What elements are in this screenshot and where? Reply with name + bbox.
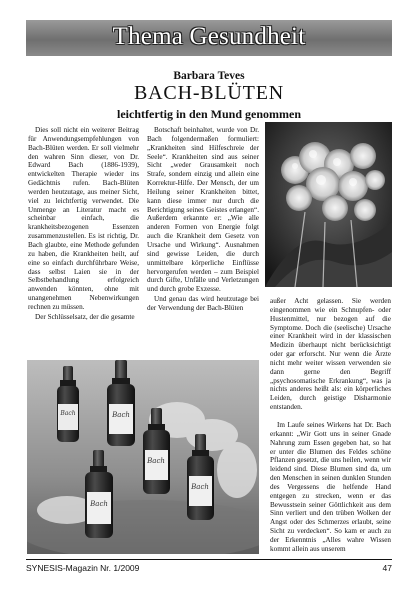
paragraph: außer Acht gelassen. Sie werden eingenommen wie ein Schnupfen- oder Hustenmittel, nur bezogen auf die Symptome. Doch die (seelische) Ursache einer Krankheit wird in der klassischen Medizin überhaupt nicht berücksichtigt oder gar erforscht. Nur wenn die Ärzte nicht mehr weiter wissen verwenden sie dann gerne den Begriff „psychosomatische Erkrankung“, was ja nichts anderes heißt als: ein körperliches Leiden, durch geistige Disharmonie entstanden. <box>270 297 391 412</box>
text-column-3 <box>270 297 391 412</box>
text-column-3-lower <box>270 421 391 554</box>
paragraph: Und genau das wird heutzutage bei der Verwendung der Bach-Blüten <box>147 295 259 312</box>
flower-photo <box>265 122 392 287</box>
paragraph: Botschaft beinhaltet, wurde von Dr. Bach folgendermaßen formuliert: „Krankheiten sind Hilfeschreie der Seele“. Krankheiten sind aus seiner Sicht „weder Grausamkeit noch Strafe, sondern einzig und allein eine Korrektur-Hilfe. Der Mensch, der um Heilung seiner Krankheiten bittet, kann diese immer nur durch die Berichtigung seines Geistes erlangen“. Außerdem erkannte er: „Wie alle anderen Formen von Energie folgt auch die Krankheit dem Gesetz von Ursache und Wirkung“. Ausnahmen sind gewisse Leiden, die durch unmittelbare körperliche Einflüsse hervorgerufen werden – zum Beispiel durch Gifte, Unfälle und Verletzungen und durch grobe Exzesse. <box>147 126 259 294</box>
footer-magazine: SYNESIS-Magazin Nr. 1/2009 <box>26 563 140 573</box>
text-column-2 <box>147 126 259 313</box>
article-title: BACH-BLÜTEN <box>134 82 284 104</box>
paragraph: Der Schlüsselsatz, der die gesamte <box>35 312 135 321</box>
page-number: 47 <box>382 563 392 573</box>
bottle-5-label: Bach <box>191 483 209 491</box>
paragraph: Dies soll nicht ein weiterer Beitrag für Anwendungsempfehlungen von Bach-Blüten werden. Er soll vielmehr den wahren Sinn dieser, von Dr. Edward Bach (1886-1939), entwickelten Therapie wieder ins Gedächtnis rufen. Bach-Blüten werden heutzutage, aus meiner Sicht, viel zu leichtfertig verwendet. Die Unmenge an Literatur macht es scheinbar einfach, die krankheitsbezogenen Essenzen zusammenzustellen. Es ist richtig, Dr. Bach glaubte, eine Methode gefunden zu haben, die Krankheiten heilt, auf eine so einfach durchführbare Weise, dass selbst Laien sie in der Selbstbehandlung erfolgreich anwenden könnten, ohne mit unangenehmen Nebenwirkungen rechnen zu müssen. <box>28 126 139 311</box>
article-author: Barbara Teves <box>173 70 245 82</box>
bottle-4-label: Bach <box>90 500 108 508</box>
flower-image <box>265 122 392 287</box>
bottles-photo <box>27 360 259 554</box>
section-title: Thema Gesundheit <box>112 23 306 50</box>
bottle-3-label: Bach <box>147 457 165 465</box>
text-column-1 <box>28 126 139 322</box>
bach-bottles-image <box>27 360 259 554</box>
footer-rule <box>26 559 392 560</box>
bottle-2-label: Bach <box>112 411 130 419</box>
paragraph: Im Laufe seines Wirkens hat Dr. Bach erkannt: „Wir Gott uns in seiner Gnade Nahrung zum Essen gegeben hat, so hat er unter die Blumen des Feldes schöne Pflanzen gesetzt, die uns heilen, wenn wir leidend sind. Diese Blumen sind da, um den Menschen in seinen dunklen Stunden des Vergessens die helfende Hand entgegen zu strecken, wenn er das Bewusstsein seiner Göttlichkeit aus dem Sinn verliert und den trüben Wolken der Angst oder des Schmerzes erlaubt, seine Sicht zu verdecken“. So kam er auch zu der Erkenntnis „Alles wahre Wissen kommt allein aus unserem <box>270 421 391 553</box>
bottle-1-label: Bach <box>60 410 76 417</box>
article-subtitle: leichtfertig in den Mund genommen <box>117 107 301 121</box>
